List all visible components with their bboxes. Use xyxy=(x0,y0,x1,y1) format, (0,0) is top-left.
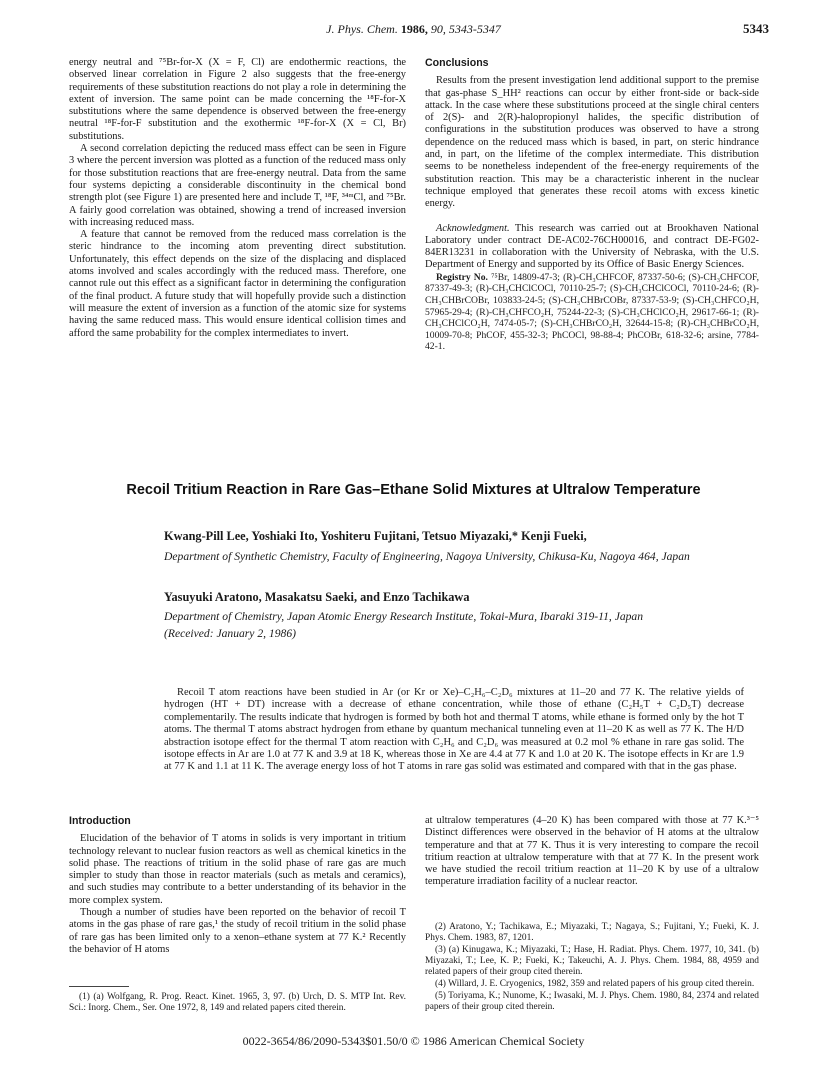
conclusions-heading: Conclusions xyxy=(425,57,489,69)
paragraph: energy neutral and ⁷⁵Br-for-X (X = F, Cl) are endothermic reactions, the observed linear correlation in Figure 2 also suggests that the free-energy requirements of these substitution reactions do not play a role in determining the extent of inversion. The same point can be made concerning the ¹⁸F-for-X substitutions where the same dependence is observed between the free-energy neutral ¹⁸F-for-F substitution and the exothermic ¹⁸F-for-X (X = Cl, Br) substitutions. xyxy=(69,57,406,142)
affiliation-1: Department of Synthetic Chemistry, Faculty of Engineering, Nagoya University, Chikusa-Ku, Nagoya 464, Japan xyxy=(164,550,690,563)
page-number: 5343 xyxy=(743,21,769,36)
affiliation-2: Department of Chemistry, Japan Atomic Energy Research Institute, Tokai-Mura, Ibaraki 319-11, Japan xyxy=(164,610,644,623)
author-list-1: Kwang-Pill Lee, Yoshiaki Ito, Yoshiteru Fujitani, Tetsuo Miyazaki,* Kenji Fueki, xyxy=(164,529,587,543)
running-header xyxy=(0,22,827,37)
introduction-left xyxy=(69,815,406,956)
acknowledgment-label: Acknowledgment. xyxy=(436,222,510,234)
registry-numbers xyxy=(425,272,759,353)
paragraph: at ultralow temperatures (4–20 K) has been compared with those at 77 K.³⁻⁵ Distinct differences were observed in the behavior of H atoms at the ultralow temperature and that at 77 K. Thus it is very interesting to compare the recoil tritium reaction at ultralow temperature with that at 77 K. In the present work we have studied the recoil tritium reaction at 11–20 K by use of a ultralow temperature irradiation facility of a nuclear reactor. xyxy=(425,815,759,888)
paragraph: A feature that cannot be removed from the reduced mass correlation is the steric hindrance to the incoming atom preventing direct substitution. Unfortunately, this effect depends on the size of the displacing and displaced atoms involved and scales accordingly with the reduced mass. Therefore, one cannot rule out this effect as a significant factor in determining the configuration of the final product. A future study that will hopefully provide such a distinction will measure the extent of inversion as a function of the atomic size for systems having the same reduced mass. This would ensure identical collision times and afford the same probability for the complex intermediates to invert. xyxy=(69,229,406,339)
author-list-2: Yasuyuki Aratono, Masakatsu Saeki, and Enzo Tachikawa xyxy=(164,590,470,604)
paragraph: A second correlation depicting the reduced mass effect can be seen in Figure 3 where the percent inversion was plotted as a function of the reduced mass only for those substitution reactions that are free-energy neutral. Data from the same four systems depicting a considerable discontinuity in the chemical bond strength plot (see Figure 1) are presented here and include T, ¹⁸F, ³⁴ᵐCl, and ⁷⁵Br. A fairly good correlation was obtained, showing a trend of increased inversion with increasing reduced mass. xyxy=(69,143,406,228)
journal-volume-pages: 90, 5343-5347 xyxy=(430,22,501,36)
footnotes-left xyxy=(69,992,406,1015)
paragraph: Though a number of studies have been reported on the behavior of recoil T atoms in the gas phase of rare gas,¹ the study of recoil tritium in the solid phase of rare gas has been limited only to a xenon–ethane system at 77 K.² Recently the behavior of H atoms xyxy=(69,907,406,955)
journal-year: 1986, xyxy=(400,22,428,36)
footnote: (3) (a) Kinugawa, K.; Miyazaki, T.; Hase, H. Radiat. Phys. Chem. 1977, 10, 341. (b) Miyazaki, T.; Lee, K. P.; Fueki, K.; Takeuchi, A. J. Phys. Chem. 1984, 88, 4959 and related papers of their group cited therein. xyxy=(425,945,759,977)
footnote: (4) Willard, J. E. Cryogenics, 1982, 359 and related papers of his group cited therein. xyxy=(435,979,755,989)
article-title: Recoil Tritium Reaction in Rare Gas–Ethane Solid Mixtures at Ultralow Temperature xyxy=(126,482,701,498)
received-date: (Received: January 2, 1986) xyxy=(164,627,296,640)
left-column xyxy=(69,57,406,340)
introduction-right xyxy=(425,815,759,889)
footnote: (5) Toriyama, K.; Nunome, K.; Iwasaki, M. J. Phys. Chem. 1980, 84, 2374 and related papers of their group cited therein. xyxy=(425,991,759,1012)
registry-text: ⁷⁵Br, 14809-47-3; (R)-CH₃CHFCOF, 87337-50-6; (S)-CH₃CHFCOF, 87337-49-3; (R)-CH₃CHClCOCl, 70110-25-7; (S)-CH₃CHClCOCl, 70110-24-6; (R)-CH₃CHBrCOBr, 103833-24-5; (S)-CH₃CHBrCOBr, 87337-53-9; (S)-CH₃CHFCO₂H, 57965-29-4; (R)-CH₃CHFCO₂H, 75244-22-3; (S)-CH₃CHClCO₂H, 29617-66-1; (R)-CH₃CHClCO₂H, 7474-05-7; (S)-CH₃CHBrCO₂H, 32644-15-8; (R)-CH₃CHBrCO₂H, 10009-70-8; PhCOF, 455-32-3; PhCOCl, 98-88-4; PhCOBr, 618-32-6; arsine, 7784-42-1. xyxy=(425,271,759,353)
acknowledgment-text: This research was carried out at Brookhaven National Laboratory under contract DE-AC02-76CH00016, and contract DE-FG02-84ER13231 in collaboration with the University of Nebraska, with the U.S. Department of Energy and supported by its Office of Basic Energy Sciences. xyxy=(425,222,759,271)
conclusions-text: Results from the present investigation lend additional support to the premise that gas-phase S_HH² reactions can occur by either front-side or back-side attack. In the case where these substitutions proceed at the single chiral centers of 2(S)- and 2(R)-halopropionyl halides, the specific distribution of configurations in the substitution produces was observed to have a strong dependence on the reduced mass which is based, in part, on steric hindrance and, in part, on the lifetime of the complex intermediate. This distribution seems to be nonetheless independent of the free-energy requirements of the substitution reaction. This may be a characteristic inherent in the nuclear technique employed that generates these recoil atoms with excess kinetic energy. xyxy=(425,75,759,210)
footnote-rule xyxy=(69,986,129,987)
abstract: Recoil T atom reactions have been studied in Ar (or Kr or Xe)–C₂H₆–C₂D₆ mixtures at 11–20 and 77 K. The relative yields of hydrogen (HT + DT) increase with a decrease of ethane concentration, while those of ethane (C₂H₅T + C₂D₅T) decrease complementarily. The results indicate that hydrogen is formed by both hot and thermal T atoms, while ethane is formed only by the hot T atoms. The thermal T atoms abstract hydrogen from ethane by quantum mechanical tunneling even at 11–20 K as well as 77 K. The H/D abstraction isotope effect for the thermal T atom reaction with C₂H₆ and C₂D₆ was measured at 0.2 mol % ethane in rare gas solid. The isotope effects in Ar are 1.0 at 77 K and 3.9 at 18 K, whereas those in Xe are 4.4 at 77 K and 1.0 at 20 K. The isotope effects in Kr are 1.9 at 77 K and 1.1 at 11 K. The average energy loss of hot T atoms in rare gas solid was estimated and compared with that in the gas phase. xyxy=(164,687,744,773)
page-footer: 0022-3654/86/2090-5343$01.50/0 © 1986 American Chemical Society xyxy=(242,1034,585,1048)
footnote: (2) Aratono, Y.; Tachikawa, E.; Miyazaki, T.; Nagaya, S.; Fujitani, Y.; Fueki, K. J. Phys. Chem. 1983, 87, 1201. xyxy=(425,922,759,943)
footnote: (1) (a) Wolfgang, R. Prog. React. Kinet. 1965, 3, 97. (b) Urch, D. S. MTP Int. Rev. Sci.: Inorg. Chem., Ser. One 1972, 8, 149 and related papers cited therein. xyxy=(69,992,406,1013)
acknowledgment xyxy=(425,223,759,272)
registry-label: Registry No. xyxy=(436,271,488,283)
journal-name: J. Phys. Chem. xyxy=(326,22,398,36)
introduction-heading: Introduction xyxy=(69,815,131,827)
right-column xyxy=(425,57,759,353)
paragraph: Elucidation of the behavior of T atoms in solids is very important in tritium technology relevant to nuclear fusion reactors as well as chemical kinetics in the solid phase. The reactions of tritium in the solid phase of rare gas are much simpler to study than those in reactor materials (such as metals and ceramics), and such studies may contribute to a better understanding of its behavior in the more complex system. xyxy=(69,833,406,906)
footnotes-right xyxy=(425,922,759,1014)
